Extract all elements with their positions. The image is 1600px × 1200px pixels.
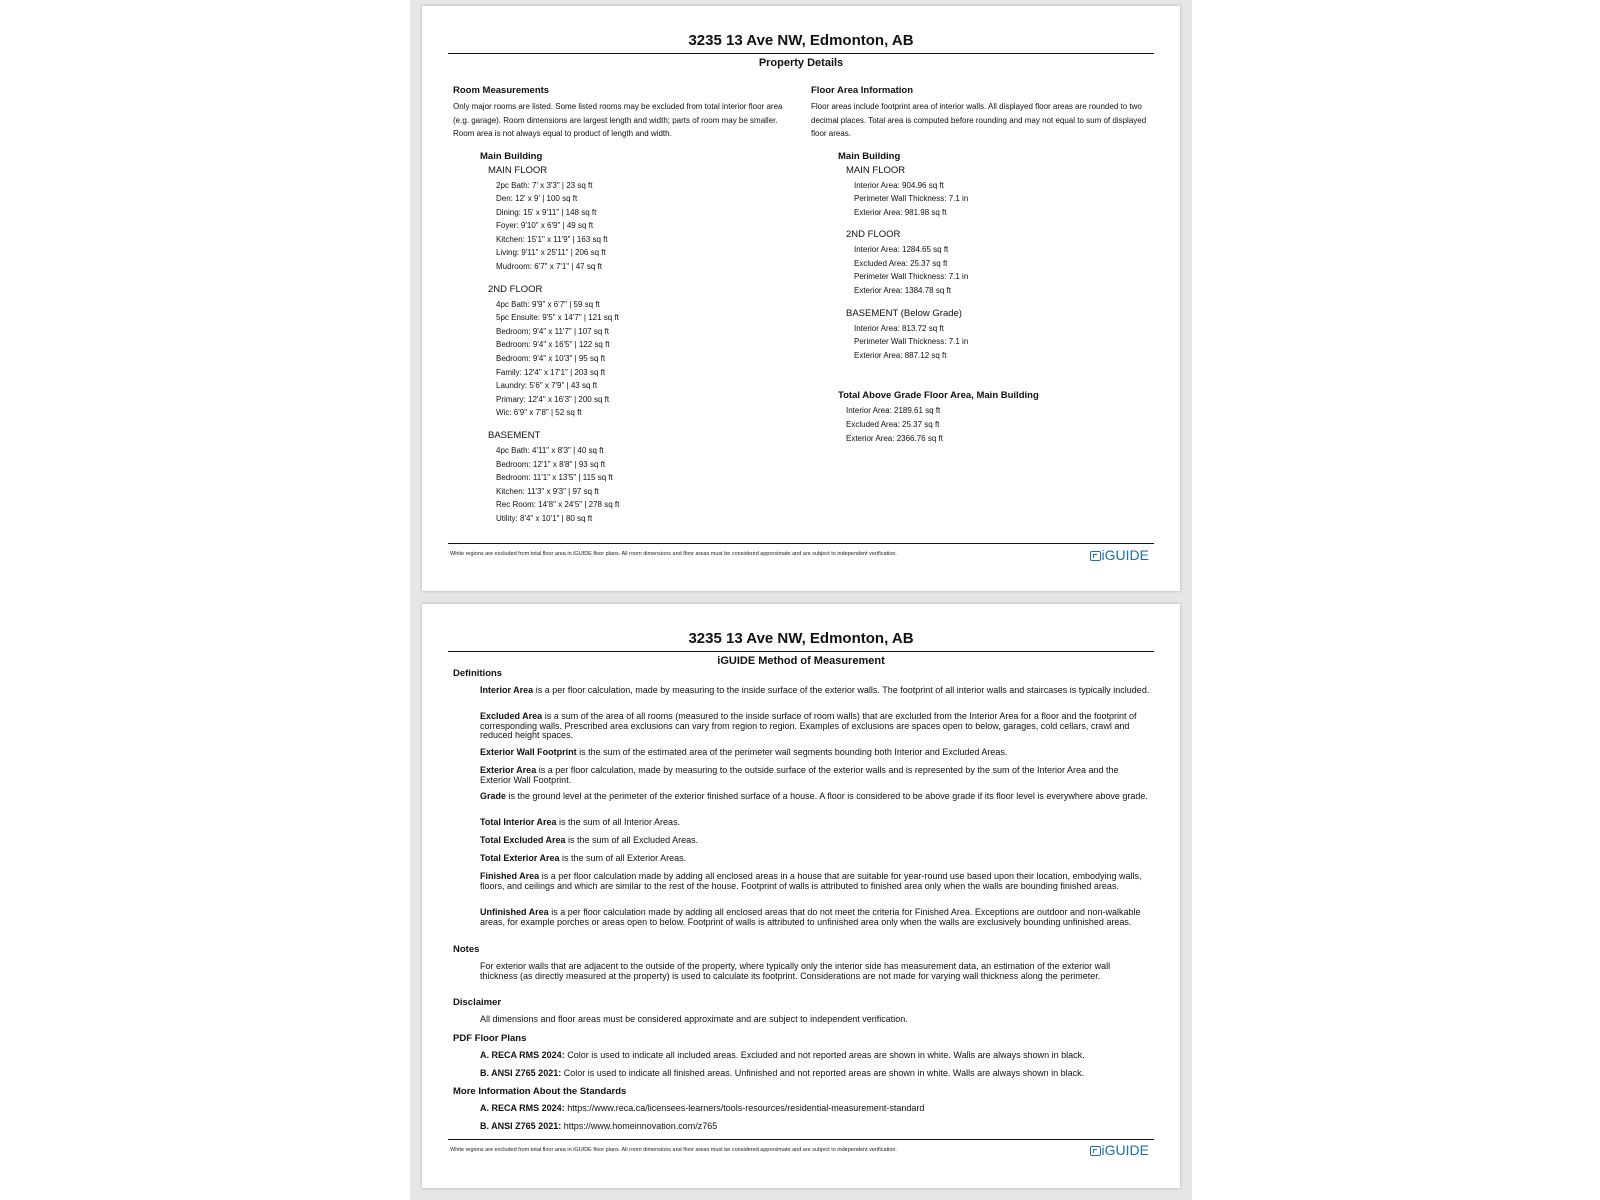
floor-area-description: Floor areas include footprint area of interior walls. All displayed floor areas are rounded to two decimal places. Total area is computed before rounding and may not equal to sum of displayed floor areas. bbox=[811, 102, 1147, 138]
list-item: Exterior Area: 887.12 sq ft bbox=[854, 350, 947, 360]
page-method-of-measurement bbox=[422, 604, 1180, 1188]
list-item: Perimeter Wall Thickness: 7.1 in bbox=[854, 194, 969, 204]
definition-item: Total Exterior Area is the sum of all Exterior Areas. bbox=[480, 853, 687, 863]
list-item: Utility: 8'4" x 10'1" | 80 sq ft bbox=[496, 513, 593, 523]
building-label: Main Building bbox=[838, 150, 901, 162]
page-subtitle: Property Details bbox=[758, 57, 844, 69]
room-measurements-heading: Room Measurements bbox=[453, 85, 550, 96]
list-item: Excluded Area: 25.37 sq ft bbox=[846, 420, 940, 430]
list-item: Kitchen: 15'1" x 11'9" | 163 sq ft bbox=[496, 234, 608, 244]
floor-label: MAIN FLOOR bbox=[846, 164, 906, 176]
definition-item: Exterior Wall Footprint is the sum of the estimated area of the perimeter wall segments bounding both Interior and Excluded Areas. bbox=[480, 747, 1008, 757]
footer-rule bbox=[448, 1139, 1154, 1140]
list-item: Mudroom: 6'7" x 7'1" | 47 sq ft bbox=[496, 262, 602, 272]
list-item: Interior Area: 904.96 sq ft bbox=[854, 180, 944, 190]
room-measurements-description: Only major rooms are listed. Some listed rooms may be excluded from total interior floor area (e.g. garage). Room dimensions are largest length and width; parts of room may be smaller. Room area is not always equal to product of length and width. bbox=[453, 102, 783, 138]
list-item: 4pc Bath: 4'11" x 8'3" | 40 sq ft bbox=[496, 446, 604, 455]
area-list-second-floor bbox=[854, 243, 1153, 297]
pdf-floor-plans-heading: PDF Floor Plans bbox=[453, 1033, 527, 1044]
standard-link[interactable]: B. ANSI Z765 2021: https://www.homeinnovation.com/z765 bbox=[480, 1121, 718, 1131]
floor-label: BASEMENT bbox=[488, 430, 541, 441]
list-item: Foyer: 9'10" x 6'9" | 49 sq ft bbox=[496, 221, 594, 231]
list-item: Family: 12'4" x 17'1" | 203 sq ft bbox=[496, 367, 606, 377]
pdf-floor-plan-item: A. RECA RMS 2024: Color is used to indicate all included areas. Excluded and not reported areas are shown in white. Walls are always shown in black. bbox=[480, 1050, 1085, 1060]
page-subtitle: iGUIDE Method of Measurement bbox=[717, 655, 885, 667]
building-label: Main Building bbox=[480, 150, 543, 162]
list-item: Living: 9'11" x 25'11" | 206 sq ft bbox=[496, 248, 606, 258]
list-item: Perimeter Wall Thickness: 7.1 in bbox=[854, 272, 969, 282]
definition-item: Total Excluded Area is the sum of all Excluded Areas. bbox=[480, 835, 699, 845]
list-item: Interior Area: 813.72 sq ft bbox=[854, 323, 944, 333]
more-information-heading: More Information About the Standards bbox=[453, 1086, 627, 1097]
list-item: Laundry: 5'6" x 7'9" | 43 sq ft bbox=[496, 381, 598, 391]
floor-label: MAIN FLOOR bbox=[488, 164, 548, 176]
room-list-second-floor bbox=[496, 298, 793, 420]
list-item: Interior Area: 1284.65 sq ft bbox=[854, 245, 949, 255]
list-item: Perimeter Wall Thickness: 7.1 in bbox=[854, 337, 969, 347]
footer-disclaimer: White regions are excluded from total floor area in iGUIDE floor plans. All room dimensions and floor areas must be considered approximate and are subject to independent verification. bbox=[450, 1147, 897, 1153]
disclaimer-heading: Disclaimer bbox=[453, 997, 502, 1008]
definition-item: Finished Area is a per floor calculation made by adding all enclosed areas in a house that are suitable for year-round use based upon their location, embodying walls, floors, and ceilings and which are similar to the rest of the house. Footprint of walls is attributed to finished area only when the walls are bounding finished areas. bbox=[480, 871, 1142, 891]
list-item: Den: 12' x 9' | 100 sq ft bbox=[496, 194, 578, 204]
area-list-main-floor bbox=[854, 179, 1153, 220]
floor-area-column bbox=[811, 85, 1153, 455]
area-list-basement bbox=[854, 322, 1153, 363]
area-list-total bbox=[846, 404, 1153, 445]
page-title: 3235 13 Ave NW, Edmonton, AB bbox=[688, 630, 914, 647]
room-measurements-column bbox=[453, 85, 793, 536]
list-item: Bedroom: 11'1" x 13'5" | 115 sq ft bbox=[496, 473, 613, 483]
floor-area-heading: Floor Area Information bbox=[811, 85, 914, 96]
floor-label: 2ND FLOOR bbox=[488, 283, 543, 295]
list-item: Bedroom: 9'4" x 11'7" | 107 sq ft bbox=[496, 326, 609, 336]
disclaimer-text: All dimensions and floor areas must be considered approximate and are subject to independent verification. bbox=[480, 1014, 908, 1024]
list-item: Wic: 6'9" x 7'8" | 52 sq ft bbox=[496, 408, 582, 418]
notes-text: For exterior walls that are adjacent to the outside of the property, where typically only the interior side has measurement data, an estimation of the exterior wall thickness (as directly measured at the property) is used to calculate its footprint. Considerations are not made for varying wall thickness along the perimeter. bbox=[480, 961, 1111, 981]
list-item: Exterior Area: 981.98 sq ft bbox=[854, 207, 947, 217]
list-item: Dining: 15' x 9'11" | 148 sq ft bbox=[496, 207, 597, 217]
page-property-details bbox=[422, 6, 1180, 591]
title-rule bbox=[448, 53, 1154, 54]
list-item: 4pc Bath: 9'9" x 6'7" | 59 sq ft bbox=[496, 299, 600, 309]
page-title: 3235 13 Ave NW, Edmonton, AB bbox=[688, 32, 914, 49]
footer-rule bbox=[448, 543, 1154, 544]
iguide-logo-text: iGUIDE bbox=[1101, 547, 1149, 563]
definitions-heading: Definitions bbox=[453, 668, 503, 679]
list-item: Bedroom: 9'4" x 10'3" | 95 sq ft bbox=[496, 354, 606, 364]
iguide-logo-icon bbox=[1090, 1146, 1101, 1156]
list-item: Bedroom: 9'4" x 16'5" | 122 sq ft bbox=[496, 340, 610, 350]
iguide-logo bbox=[1090, 547, 1149, 563]
room-list-main-floor bbox=[496, 179, 793, 274]
list-item: Exterior Area: 1384.78 sq ft bbox=[854, 286, 951, 296]
list-item: Bedroom: 12'1" x 8'8" | 93 sq ft bbox=[496, 459, 606, 469]
iguide-logo-text: iGUIDE bbox=[1101, 1142, 1149, 1158]
room-list-basement bbox=[496, 444, 793, 526]
definition-item: Exterior Area is a per floor calculation, made by measuring to the outside surface of the exterior walls and is represented by the sum of the Interior Area and the Exterior Wall Footprint. bbox=[480, 765, 1119, 785]
list-item: Interior Area: 2189.61 sq ft bbox=[846, 406, 941, 416]
footer-disclaimer: White regions are excluded from total floor area in iGUIDE floor plans. All room dimensions and floor areas must be considered approximate and are subject to independent verification. bbox=[450, 551, 897, 557]
pdf-floor-plan-item: B. ANSI Z765 2021: Color is used to indicate all finished areas. Unfinished and not reported areas are shown in white. Walls are always shown in black. bbox=[480, 1068, 1085, 1078]
title-rule bbox=[448, 651, 1154, 652]
iguide-logo-icon bbox=[1090, 551, 1101, 561]
iguide-logo bbox=[1090, 1142, 1149, 1158]
list-item: Primary: 12'4" x 16'3" | 200 sq ft bbox=[496, 394, 610, 404]
floor-label: 2ND FLOOR bbox=[846, 229, 901, 241]
floor-label: BASEMENT (Below Grade) bbox=[846, 307, 962, 319]
notes-heading: Notes bbox=[453, 944, 480, 955]
definition-item: Excluded Area is a sum of the area of all rooms (measured to the inside surface of room walls) that are excluded from the Interior Area for a floor and the footprint of corresponding walls. Prescribed area exclusions can vary from region to region. Examples of exclusions are spaces open to below, garages, cold cellars, crawl and reduced height spaces. bbox=[480, 711, 1137, 740]
list-item: 5pc Ensuite: 9'5" x 14'7" | 121 sq ft bbox=[496, 313, 619, 323]
definition-item: Grade is the ground level at the perimeter of the exterior finished surface of a house. A floor is considered to be above grade if its floor level is everywhere above grade. bbox=[480, 791, 1148, 801]
definition-item: Unfinished Area is a per floor calculation made by adding all enclosed areas that do not meet the criteria for Finished Area. Exceptions are outdoor and non-walkable areas, for example porches or areas open to below. Footprint of walls is attributed to unfinished area only when the walls are exclusively bounding unfinished areas. bbox=[480, 907, 1141, 927]
list-item: Kitchen: 11'3" x 9'3" | 97 sq ft bbox=[496, 486, 599, 496]
total-area-heading: Total Above Grade Floor Area, Main Building bbox=[838, 390, 1039, 402]
definition-item: Total Interior Area is the sum of all Interior Areas. bbox=[480, 817, 681, 827]
list-item: Rec Room: 14'8" x 24'5" | 278 sq ft bbox=[496, 500, 620, 510]
standard-link[interactable]: A. RECA RMS 2024: https://www.reca.ca/licensees-learners/tools-resources/residential-measurement-standard bbox=[480, 1103, 925, 1113]
list-item: Excluded Area: 25.37 sq ft bbox=[854, 258, 948, 268]
definition-item: Interior Area is a per floor calculation, made by measuring to the inside surface of the exterior walls. The footprint of all interior walls and staircases is typically included. bbox=[480, 685, 1150, 695]
list-item: Exterior Area: 2366.76 sq ft bbox=[846, 433, 943, 443]
list-item: 2pc Bath: 7' x 3'3" | 23 sq ft bbox=[496, 180, 593, 190]
